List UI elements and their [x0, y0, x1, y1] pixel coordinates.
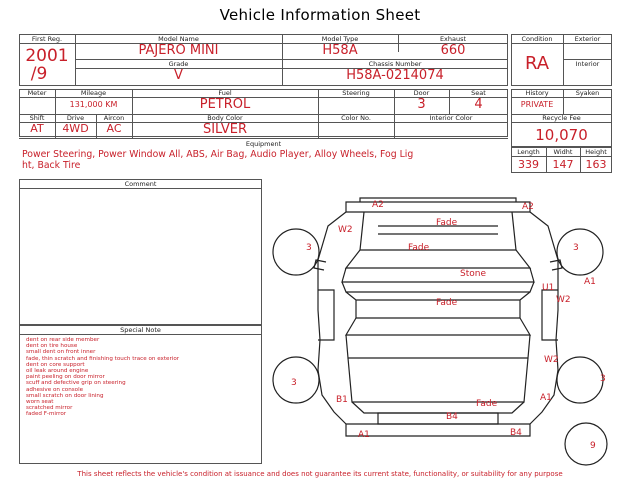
syaken-label: Syaken: [575, 89, 600, 97]
special-notes-list: [26, 337, 258, 418]
meter-label: Meter: [27, 89, 47, 97]
mark-b4-mid: B4: [446, 412, 458, 422]
body-color-label: Body Color: [207, 114, 243, 122]
interior-label: Interior: [575, 60, 600, 68]
aircon-value: AC: [106, 122, 122, 135]
mark-w2-right-lower: W2: [544, 355, 559, 365]
special-note-item: dent on core support: [26, 361, 85, 368]
spare-tire: [565, 423, 607, 465]
wheel-rear-left-score: 3: [291, 378, 297, 388]
length-value: 339: [518, 158, 539, 171]
wheel-rear-right-score: 3: [600, 374, 606, 384]
model-name-label: Model Name: [158, 35, 199, 43]
comment-box: [19, 179, 262, 325]
shift-value: AT: [30, 122, 44, 135]
equipment-label: Equipment: [245, 140, 282, 148]
mark-stone: Stone: [460, 269, 486, 279]
seat-value: 4: [474, 97, 483, 112]
mark-u1: U1: [542, 283, 555, 293]
special-note-item: dent on rear side member: [26, 337, 100, 343]
car-damage-diagram: [268, 190, 623, 466]
mileage-label: Mileage: [80, 89, 107, 97]
model-type-label: Model Type: [321, 35, 359, 43]
height-value: 163: [585, 158, 607, 171]
special-note-item: fade, thin scratch and finishing touch trace on exterior: [26, 355, 180, 362]
divider: [511, 122, 612, 123]
equipment-line-1: Power Steering, Power Window All, ABS, Air Bag, Audio Player, Alloy Wheels, Fog Lig: [22, 149, 414, 160]
exterior-label: Exterior: [574, 35, 601, 43]
wheel-front-right-score: 3: [573, 243, 579, 253]
divider: [19, 43, 75, 44]
steering-label: Steering: [342, 89, 370, 97]
condition-value: RA: [524, 53, 550, 74]
first-reg-label: First Reg.: [31, 35, 63, 43]
history-label: History: [525, 89, 549, 97]
special-note-item: dent on tire house: [26, 343, 78, 350]
wheel-front-left-score: 3: [306, 243, 312, 253]
length-label: Length: [517, 148, 540, 156]
first-reg-year: 2001: [25, 46, 69, 66]
mark-w2-top: W2: [338, 225, 353, 235]
width-label: Widht: [553, 148, 573, 156]
condition-label: Condition: [521, 35, 553, 43]
special-note-item: scuff and defective grip on steering: [26, 380, 126, 387]
body-color-value: SILVER: [202, 122, 248, 137]
divider: [19, 188, 262, 189]
recycle-fee-value: 10,070: [535, 126, 588, 144]
special-note-item: small dent on front inner: [26, 349, 96, 356]
exhaust-label: Exhaust: [439, 35, 467, 43]
aircon-label: Aircon: [103, 114, 125, 122]
width-value: 147: [552, 158, 574, 171]
chassis-number-value: H58A-0214074: [346, 68, 444, 83]
drive-value: 4WD: [62, 122, 89, 135]
grade-label: Grade: [168, 60, 189, 68]
wheel-rear-right: [557, 357, 603, 403]
spare-tire-score: 9: [590, 441, 596, 451]
windshield: [346, 250, 530, 268]
roof: [342, 282, 534, 292]
mark-fade-roof: Fade: [436, 298, 458, 308]
divider: [19, 138, 508, 139]
mark-b1: B1: [336, 395, 348, 405]
grade-value: V: [174, 68, 183, 83]
disclaimer-footer: This sheet reflects the vehicle's condition at issuance and does not guarantee its current state, functionality, or suitability for any purpose: [77, 470, 563, 478]
mileage-value: 131,000 KM: [69, 100, 118, 109]
model-name-value: PAJERO MINI: [138, 43, 219, 58]
special-note-item: worn seat: [26, 399, 54, 406]
seat-label: Seat: [471, 89, 486, 97]
wheel-front-left: [273, 229, 319, 275]
mark-a1-right-lower: A1: [540, 393, 552, 403]
rear-bumper: [346, 424, 530, 436]
divider: [19, 334, 262, 335]
mark-fade-bottom: Fade: [476, 399, 498, 409]
shift-label: Shift: [29, 114, 45, 122]
special-note-item: adhesive on console: [26, 386, 84, 393]
door-label: Door: [413, 89, 430, 97]
divider: [511, 43, 612, 44]
fuel-label: Fuel: [218, 89, 232, 97]
special-note-item: paint peeling on door mirror: [26, 374, 105, 381]
exhaust-value: 660: [440, 43, 466, 58]
model-type-value: H58A: [322, 43, 358, 58]
interior-color-label: Interior Color: [429, 114, 473, 122]
body-left-side: [318, 212, 346, 424]
door-value: 3: [417, 97, 426, 112]
divider: [511, 97, 612, 98]
special-note-item: oil leak around engine: [26, 368, 89, 375]
special-note-label: Special Note: [120, 326, 161, 334]
mark-a2-right: A2: [522, 202, 534, 212]
color-no-label: Color No.: [341, 114, 371, 122]
mark-fade-mid: Fade: [408, 243, 430, 253]
mark-w2-right-upper: W2: [556, 295, 571, 305]
special-note-item: small scratch on door lining: [26, 392, 104, 399]
divider: [511, 156, 612, 157]
sheet-title: Vehicle Information Sheet: [219, 6, 421, 24]
fuel-value: PETROL: [199, 97, 251, 112]
rear-glass: [346, 318, 530, 335]
mark-a2-left: A2: [372, 200, 384, 210]
chassis-number-label: Chassis Number: [368, 60, 422, 68]
rear-gate: [348, 358, 528, 402]
mark-a1-bottom: A1: [358, 430, 370, 440]
wheel-front-right: [557, 229, 603, 275]
special-note-item: faded F-mirror: [26, 411, 67, 418]
recycle-fee-label: Recycle Fee: [542, 114, 581, 122]
mark-fade-hood: Fade: [436, 218, 458, 228]
special-note-item: scratched mirror: [26, 405, 73, 412]
mark-b4-bottom: B4: [510, 428, 522, 438]
equipment-line-2: ht, Back Tire: [22, 160, 81, 171]
height-label: Height: [585, 148, 607, 156]
mark-a1-right-upper: A1: [584, 277, 596, 287]
history-value: PRIVATE: [520, 100, 554, 109]
first-reg-month: /9: [30, 64, 48, 84]
drive-label: Drive: [66, 114, 85, 122]
comment-label: Comment: [124, 180, 157, 188]
